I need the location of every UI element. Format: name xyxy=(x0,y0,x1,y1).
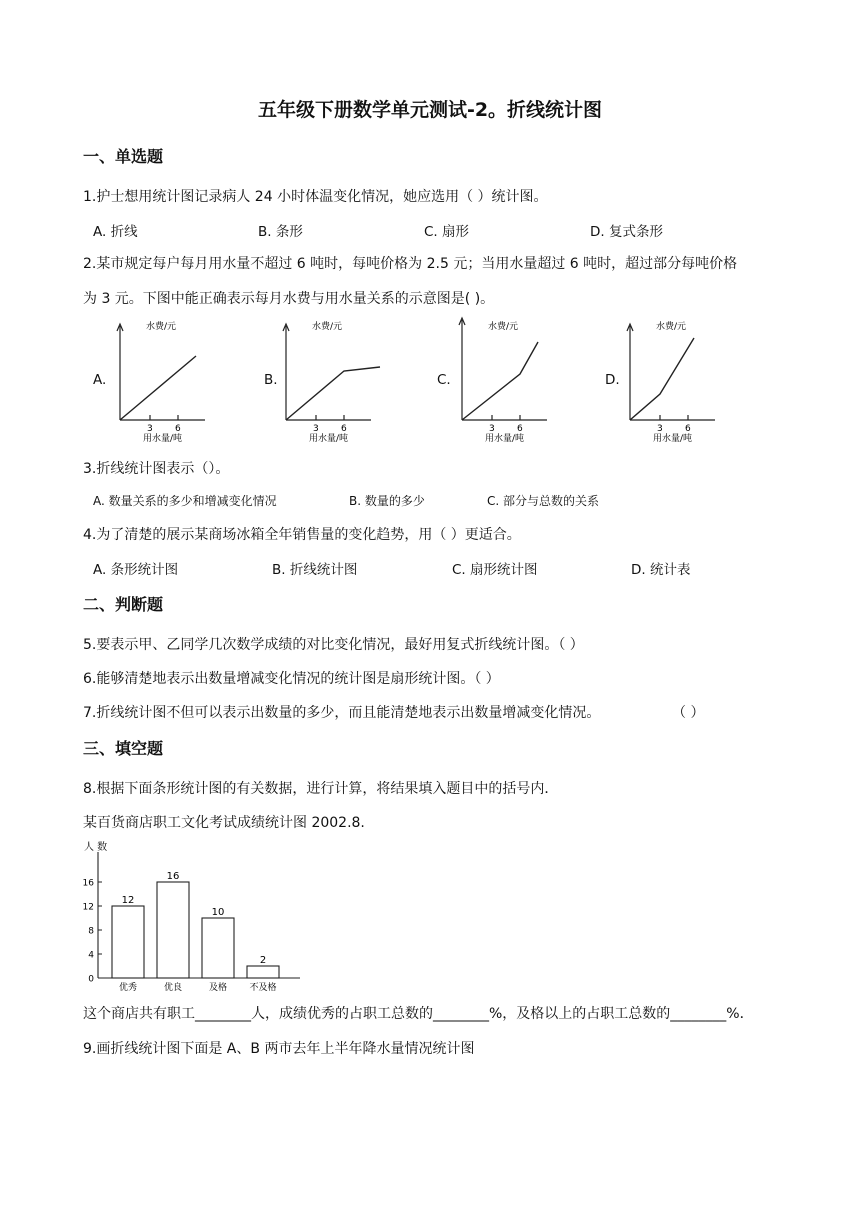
q1-option-d[interactable]: D. 复式条形 xyxy=(590,224,663,240)
graph-d-tick-6: 6 xyxy=(685,424,691,434)
graph-d-ylabel: 水费/元 xyxy=(656,322,687,332)
q3-option-c[interactable]: C. 部分与总数的关系 xyxy=(487,494,600,508)
graph-d-tick-3: 3 xyxy=(657,424,663,434)
question-1: 1.护士想用统计图记录病人 24 小时体温变化情况，她应选用（ ）统计图。 xyxy=(83,189,548,205)
graph-b-ylabel: 水费/元 xyxy=(312,322,343,332)
question-5: 5.要表示甲、乙同学几次数学成绩的对比变化情况，最好用复式折线统计图。（ ） xyxy=(83,637,584,653)
chart-data-label: 16 xyxy=(166,871,180,882)
graph-c-xlabel: 用水量/吨 xyxy=(485,434,525,444)
q2-option-b-label[interactable]: B. xyxy=(264,372,278,388)
question-2-line-1: 2.某市规定每户每月用水量不超过 6 吨时，每吨价格为 2.5 元；当用水量超过 6 吨时，超过部分每吨价格 xyxy=(83,256,738,272)
question-2-line-2: 为 3 元。下图中能正确表示每月水费与用水量关系的示意图是( )。 xyxy=(83,291,495,307)
chart-category-label: 优秀 xyxy=(118,983,138,993)
graph-d-line xyxy=(630,338,694,420)
question-6: 6.能够清楚地表示出数量增减变化情况的统计图是扇形统计图。（ ） xyxy=(83,671,500,687)
q3-option-b[interactable]: B. 数量的多少 xyxy=(349,494,425,508)
q1-option-b[interactable]: B. 条形 xyxy=(258,224,303,240)
graph-c-ylabel: 水费/元 xyxy=(488,322,519,332)
chart-data-label: 2 xyxy=(259,955,267,966)
chart-y-tick-label: 8 xyxy=(88,926,94,937)
q2-graph-d xyxy=(620,316,730,446)
q1-option-c[interactable]: C. 扇形 xyxy=(424,224,470,240)
q2-graph-a xyxy=(110,316,220,446)
graph-b-line xyxy=(286,367,380,420)
chart-bar xyxy=(247,966,279,978)
question-3: 3.折线统计图表示（）。 xyxy=(83,461,230,477)
graph-b-xlabel: 用水量/吨 xyxy=(309,434,349,444)
graph-a-ylabel: 水费/元 xyxy=(146,322,177,332)
graph-a-line xyxy=(120,356,196,420)
q1-option-a[interactable]: A. 折线 xyxy=(93,224,138,240)
chart-bar xyxy=(157,882,189,978)
chart-y-tick-label: 0 xyxy=(88,974,94,985)
chart-bar xyxy=(112,906,144,978)
section-heading-fill-blank: 三、填空题 xyxy=(83,739,164,758)
q3-option-a[interactable]: A. 数量关系的多少和增减变化情况 xyxy=(93,494,277,508)
question-7-blank[interactable]: （ ） xyxy=(672,705,705,721)
question-7: 7.折线统计图不但可以表示出数量的多少，而且能清楚地表示出数量增减变化情况。 xyxy=(83,705,601,721)
section-heading-true-false: 二、判断题 xyxy=(83,595,164,614)
q8-chart-caption: 某百货商店职工文化考试成绩统计图 2002.8. xyxy=(83,815,365,831)
chart-bar xyxy=(202,918,234,978)
q2-option-d-label[interactable]: D. xyxy=(605,372,620,388)
q2-option-a-label[interactable]: A. xyxy=(93,372,107,388)
chart-data-label: 12 xyxy=(121,895,135,906)
chart-y-tick-label: 16 xyxy=(82,878,94,889)
q8-answer-line: 这个商店共有职工________人，成绩优秀的占职工总数的________%，及格以上的占职工总数的________%． xyxy=(83,1006,754,1022)
q4-option-b[interactable]: B. 折线统计图 xyxy=(272,562,358,578)
q4-option-c[interactable]: C. 扇形统计图 xyxy=(452,562,538,578)
graph-c-tick-6: 6 xyxy=(517,424,523,434)
chart-category-label: 优良 xyxy=(163,983,183,993)
chart-y-tick-label: 12 xyxy=(82,902,94,913)
graph-c-tick-3: 3 xyxy=(489,424,495,434)
q2-graph-b xyxy=(276,316,386,446)
graph-b-tick-6: 6 xyxy=(341,424,347,434)
graph-a-xlabel: 用水量/吨 xyxy=(143,434,183,444)
question-9: 9.画折线统计图下面是 A、B 两市去年上半年降水量情况统计图 xyxy=(83,1041,475,1057)
question-4: 4.为了清楚的展示某商场冰箱全年销售量的变化趋势，用（ ）更适合。 xyxy=(83,527,521,543)
chart-y-tick-label: 4 xyxy=(88,950,94,961)
question-8: 8.根据下面条形统计图的有关数据，进行计算，将结果填入题目中的括号内． xyxy=(83,781,559,797)
chart-category-label: 不及格 xyxy=(249,983,277,993)
graph-a-tick-6: 6 xyxy=(175,424,181,434)
graph-b-tick-3: 3 xyxy=(313,424,319,434)
graph-d-xlabel: 用水量/吨 xyxy=(653,434,693,444)
section-heading-single-choice: 一、单选题 xyxy=(83,147,164,166)
q2-graph-c xyxy=(452,312,562,446)
chart-ylabel: 人 数 xyxy=(84,842,108,853)
graph-c-line xyxy=(462,342,538,420)
graph-a-tick-3: 3 xyxy=(147,424,153,434)
chart-category-label: 及格 xyxy=(208,983,228,993)
page-title: 五年级下册数学单元测试-2。折线统计图 xyxy=(257,99,603,121)
q2-option-c-label[interactable]: C. xyxy=(437,372,451,388)
q4-option-a[interactable]: A. 条形统计图 xyxy=(93,562,179,578)
q4-option-d[interactable]: D. 统计表 xyxy=(631,562,691,578)
chart-data-label: 10 xyxy=(211,907,225,918)
q8-bar-chart xyxy=(80,838,310,998)
